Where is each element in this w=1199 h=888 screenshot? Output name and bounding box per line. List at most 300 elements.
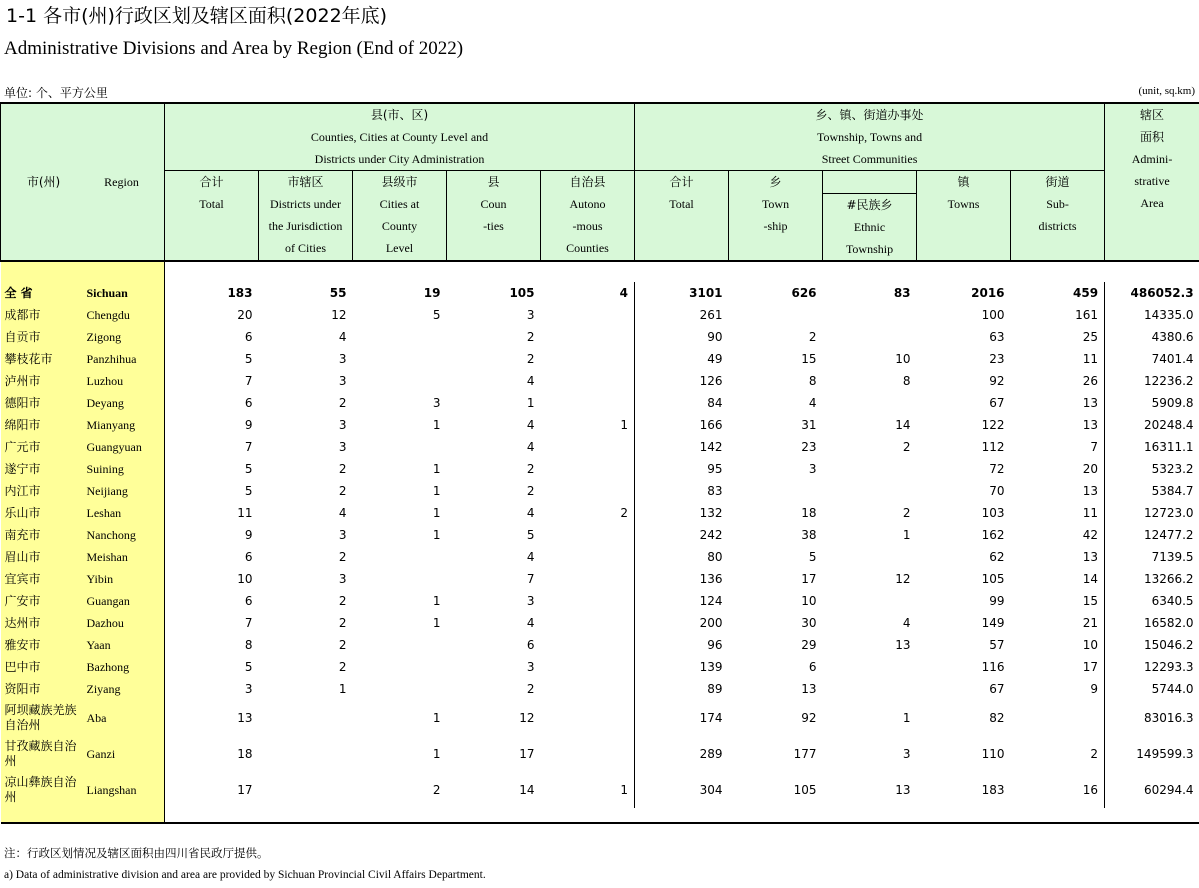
- table-cell: [541, 370, 635, 392]
- col-ethnic-township: [823, 171, 917, 262]
- table-cell: 11: [237, 506, 253, 520]
- table-cell: [541, 568, 635, 590]
- table-cell: 13: [895, 782, 911, 797]
- town-group-header: [635, 103, 1105, 171]
- region-header: [1, 103, 165, 261]
- county-group-cn: 县(市、区): [370, 108, 429, 122]
- table-cell: 1: [432, 484, 441, 498]
- table-cell: 10: [801, 594, 817, 608]
- table-cell: 4: [338, 506, 347, 520]
- col-cities-en1: Cities at: [379, 197, 420, 211]
- table-cell: 1: [432, 418, 441, 432]
- city-header: 市(州): [26, 175, 61, 189]
- table-cell: 9: [244, 418, 253, 432]
- table-cell: 12: [331, 308, 347, 322]
- region-name-en: Deyang: [83, 392, 165, 414]
- town-group-en1: Township, Towns and: [816, 130, 923, 144]
- table-cell: 1: [902, 710, 911, 725]
- region-name-en: Mianyang: [83, 414, 165, 436]
- table-cell: 3: [338, 528, 347, 542]
- col-cities-en3: Level: [385, 241, 414, 255]
- table-cell: [823, 590, 917, 612]
- col-districts-en2: the Jurisdiction: [268, 219, 343, 233]
- table-cell: [541, 458, 635, 480]
- table-cell: 21: [1011, 612, 1105, 634]
- town-group-cn: 乡、镇、街道办事处: [815, 108, 924, 122]
- col-sub-en2: districts: [1038, 219, 1077, 233]
- table-cell: 16311.1: [1143, 440, 1194, 454]
- table-cell: 9: [1011, 678, 1105, 700]
- table-cell: 99: [989, 594, 1005, 608]
- table-cell: 5909.8: [1151, 396, 1194, 410]
- table-cell: 17: [237, 782, 253, 797]
- table-cell: 1: [432, 710, 441, 725]
- region-name-en: Bazhong: [83, 656, 165, 678]
- table-cell: [541, 612, 635, 634]
- col-districts-en1: Districts under: [270, 197, 341, 211]
- table-cell: 17: [1011, 656, 1105, 678]
- table-cell: 60294.4: [1143, 782, 1194, 797]
- table-cell: [353, 656, 447, 678]
- page-title-en: Administrative Divisions and Area by Region (End of 2022): [4, 38, 464, 59]
- col-autonomous-en2: -mous: [572, 219, 603, 233]
- table-cell: [353, 634, 447, 656]
- table-cell: 82: [989, 710, 1005, 725]
- table-cell: [541, 392, 635, 414]
- table-cell: 174: [699, 710, 723, 725]
- table-cell: 15046.2: [1143, 638, 1194, 652]
- table-cell: 12236.2: [1143, 374, 1194, 388]
- table-cell: 200: [699, 616, 723, 630]
- table-cell: [823, 304, 917, 326]
- table-cell: 11: [1011, 348, 1105, 370]
- table-cell: 96: [707, 638, 723, 652]
- region-name-en: Guangyuan: [83, 436, 165, 458]
- table-cell: 2: [338, 660, 347, 674]
- table-cell: 4: [526, 374, 535, 388]
- table-cell: [541, 524, 635, 546]
- table-cell: 17: [801, 572, 817, 586]
- table-cell: 12293.3: [1143, 660, 1194, 674]
- table-cell: 2: [338, 396, 347, 410]
- table-cell: 13: [1011, 546, 1105, 568]
- table-cell: 2: [526, 682, 535, 696]
- table-cell: 17: [519, 746, 535, 761]
- table-cell: 5323.2: [1151, 462, 1194, 476]
- table-cell: 5744.0: [1151, 682, 1194, 696]
- region-name-en: Panzhihua: [83, 348, 165, 370]
- table-row: [1, 370, 1199, 392]
- table-cell: [823, 458, 917, 480]
- table-cell: 6: [526, 638, 535, 652]
- col-counties: [447, 171, 541, 262]
- table-cell: 3: [526, 308, 535, 322]
- col-autonomous-en3: Counties: [566, 241, 609, 255]
- col-cities-en2: County: [381, 219, 418, 233]
- region-name-en: Chengdu: [83, 304, 165, 326]
- table-row: [1, 546, 1199, 568]
- table-cell: 4: [541, 282, 635, 304]
- footnote-cn: 注：行政区划情况及辖区面积由四川省民政厅提供。: [4, 846, 269, 860]
- table-cell: [823, 678, 917, 700]
- table-cell: [541, 348, 635, 370]
- table-cell: 5: [808, 550, 817, 564]
- table-cell: 8: [808, 374, 817, 388]
- table-cell: [729, 480, 823, 502]
- table-cell: 3: [338, 352, 347, 366]
- region-name-en: Meishan: [83, 546, 165, 568]
- area-header-l4: strative: [1134, 174, 1170, 188]
- region-name-cn: 宜宾市: [1, 568, 83, 590]
- table-cell: 11: [1011, 502, 1105, 524]
- table-cell: 80: [707, 550, 723, 564]
- table-cell: 142: [699, 440, 723, 454]
- region-name-en: Sichuan: [83, 282, 165, 304]
- table-cell: 3: [808, 462, 817, 476]
- region-name-cn: 广元市: [1, 436, 83, 458]
- table-cell: 16582.0: [1143, 616, 1194, 630]
- table-cell: 105: [981, 572, 1005, 586]
- area-header-l2: 面积: [1140, 130, 1165, 144]
- table-cell: 105: [793, 782, 817, 797]
- table-cell: 9: [244, 528, 253, 542]
- table-cell: [353, 678, 447, 700]
- region-name-cn: 资阳市: [1, 678, 83, 700]
- table-cell: 13266.2: [1143, 572, 1194, 586]
- table-cell: [823, 546, 917, 568]
- table-cell: [541, 634, 635, 656]
- table-cell: 132: [699, 506, 723, 520]
- table-cell: 3: [338, 418, 347, 432]
- col-township-cn: 乡: [769, 175, 782, 189]
- table-cell: 1: [902, 528, 911, 542]
- table-cell: 183: [981, 782, 1005, 797]
- region-name-cn: 眉山市: [1, 546, 83, 568]
- table-cell: 103: [981, 506, 1005, 520]
- table-row: [1, 458, 1199, 480]
- table-bottom-row: [1, 808, 1199, 823]
- table-row: [1, 304, 1199, 326]
- table-cell: 126: [699, 374, 723, 388]
- table-cell: 90: [707, 330, 723, 344]
- table-cell: 1: [541, 772, 635, 808]
- table-cell: 3: [338, 440, 347, 454]
- col-township: [729, 171, 823, 262]
- table-row-total: [1, 282, 1199, 304]
- table-cell: 83: [707, 484, 723, 498]
- table-cell: 2: [338, 638, 347, 652]
- col-county-total-cn: 合计: [199, 175, 224, 189]
- page-title-cn: 1-1 各市(州)行政区划及辖区面积(2022年底): [6, 5, 388, 27]
- table-cell: 289: [699, 746, 723, 761]
- table-cell: 42: [1011, 524, 1105, 546]
- table-cell: 13: [1011, 480, 1105, 502]
- table-cell: 92: [801, 710, 817, 725]
- table-cell: 4: [526, 616, 535, 630]
- table-cell: [823, 392, 917, 414]
- table-row: [1, 326, 1199, 348]
- table-cell: 3101: [689, 286, 723, 300]
- table-cell: 2: [338, 462, 347, 476]
- table-cell: 7401.4: [1151, 352, 1194, 366]
- region-name-cn: 德阳市: [1, 392, 83, 414]
- region-name-cn: 巴中市: [1, 656, 83, 678]
- table-cell: [541, 326, 635, 348]
- table-cell: 83016.3: [1143, 710, 1194, 725]
- col-districts: [259, 171, 353, 262]
- table-cell: 83: [893, 286, 911, 300]
- area-header-l5: Area: [1140, 196, 1164, 210]
- table-cell: 20: [237, 308, 253, 322]
- region-name-cn: 甘孜藏族自治州: [1, 736, 83, 772]
- col-autonomous-en1: Autono: [569, 197, 606, 211]
- table-cell: 16: [1011, 772, 1105, 808]
- table-cell: 3: [902, 746, 911, 761]
- table-cell: 2: [541, 502, 635, 524]
- table-row: [1, 524, 1199, 546]
- table-row: [1, 348, 1199, 370]
- table-cell: 13: [237, 710, 253, 725]
- col-ethnic-cn: #民族乡: [846, 198, 893, 212]
- table-cell: 2016: [971, 286, 1005, 300]
- col-counties-en2: -ties: [483, 219, 504, 233]
- table-cell: 112: [981, 440, 1005, 454]
- table-cell: 161: [1011, 304, 1105, 326]
- region-name-en: Neijiang: [83, 480, 165, 502]
- table-cell: 6: [244, 330, 253, 344]
- table-cell: 23: [801, 440, 817, 454]
- table-cell: 459: [1011, 282, 1105, 304]
- table-cell: 149: [981, 616, 1005, 630]
- table-cell: 116: [981, 660, 1005, 674]
- table-cell: [541, 700, 635, 736]
- table-cell: 2: [526, 484, 535, 498]
- table-cell: [541, 304, 635, 326]
- table-cell: 3: [338, 374, 347, 388]
- region-name-en: Leshan: [83, 502, 165, 524]
- table-cell: 2: [526, 462, 535, 476]
- region-name-cn: 遂宁市: [1, 458, 83, 480]
- footnote-en: a) Data of administrative division and area are provided by Sichuan Provincial Civil Affairs Department.: [4, 869, 486, 881]
- table-cell: 139: [699, 660, 723, 674]
- region-name-en: Ganzi: [83, 736, 165, 772]
- region-name-cn: 全 省: [1, 282, 83, 304]
- table-cell: 3: [526, 660, 535, 674]
- region-name-cn: 成都市: [1, 304, 83, 326]
- region-name-en: Dazhou: [83, 612, 165, 634]
- table-cell: 5: [244, 462, 253, 476]
- table-cell: 2: [338, 550, 347, 564]
- area-header: [1105, 103, 1199, 261]
- table-cell: 89: [707, 682, 723, 696]
- region-name-en: Nanchong: [83, 524, 165, 546]
- table-cell: 1: [432, 594, 441, 608]
- table-cell: 38: [801, 528, 817, 542]
- table-cell: 92: [989, 374, 1005, 388]
- col-township-en2: -ship: [763, 219, 788, 233]
- table-cell: 1: [432, 462, 441, 476]
- table-cell: 4: [808, 396, 817, 410]
- col-districts-en3: of Cities: [285, 241, 326, 255]
- table-cell: 26: [1011, 370, 1105, 392]
- table-cell: 5: [432, 308, 441, 322]
- table-cell: 2: [902, 506, 911, 520]
- col-towns-cn: 镇: [957, 175, 970, 189]
- unit-label-cn: 单位: 个、平方公里: [4, 86, 108, 100]
- col-towns: [917, 171, 1011, 262]
- region-name-cn: 乐山市: [1, 502, 83, 524]
- table-cell: 7: [244, 440, 253, 454]
- table-cell: 15: [801, 352, 817, 366]
- table-cell: [541, 656, 635, 678]
- table-cell: 62: [989, 550, 1005, 564]
- table-row: [1, 634, 1199, 656]
- table-cell: 20248.4: [1143, 418, 1194, 432]
- table-cell: 10: [1011, 634, 1105, 656]
- table-cell: [541, 546, 635, 568]
- table-cell: 2: [432, 782, 441, 797]
- table-cell: 2: [902, 440, 911, 454]
- table-cell: 20: [1011, 458, 1105, 480]
- col-counties-en1: Coun: [480, 197, 507, 211]
- table-cell: 12723.0: [1143, 506, 1194, 520]
- table-cell: 95: [707, 462, 723, 476]
- col-town-total-en: Total: [669, 197, 694, 211]
- table-body: [1, 261, 1199, 823]
- table-cell: [729, 304, 823, 326]
- table-cell: 162: [981, 528, 1005, 542]
- table-cell: 242: [699, 528, 723, 542]
- unit-label-en: (unit, sq.km): [1138, 85, 1195, 97]
- table-cell: 25: [1011, 326, 1105, 348]
- region-name-en: Zigong: [83, 326, 165, 348]
- area-header-l1: 辖区: [1140, 108, 1165, 122]
- table-cell: 8: [244, 638, 253, 652]
- table-cell: 49: [707, 352, 723, 366]
- region-en-header: Region: [104, 175, 139, 189]
- table-cell: 14: [1011, 568, 1105, 590]
- table-cell: 13: [1011, 392, 1105, 414]
- col-township-en1: Town: [761, 197, 790, 211]
- table-row: [1, 392, 1199, 414]
- table-cell: 4: [526, 418, 535, 432]
- table-cell: [541, 678, 635, 700]
- table-cell: 19: [423, 286, 441, 300]
- col-counties-cn: 县: [487, 175, 500, 189]
- table-cell: 14335.0: [1143, 308, 1194, 322]
- col-county-total: [165, 171, 259, 262]
- col-ethnic-en1: Ethnic: [853, 220, 886, 234]
- table-cell: [353, 436, 447, 458]
- table-cell: 7: [1011, 436, 1105, 458]
- table-cell: 5384.7: [1151, 484, 1194, 498]
- table-cell: 166: [699, 418, 723, 432]
- col-towns-en: Towns: [947, 197, 980, 211]
- region-name-en: Ziyang: [83, 678, 165, 700]
- table-cell: 1: [541, 414, 635, 436]
- table-cell: 7: [244, 374, 253, 388]
- region-name-cn: 攀枝花市: [1, 348, 83, 370]
- table-cell: 5: [244, 484, 253, 498]
- table-cell: 4: [338, 330, 347, 344]
- table-cell: 15: [1011, 590, 1105, 612]
- table-cell: [823, 656, 917, 678]
- table-cell: 7: [526, 572, 535, 586]
- region-name-cn: 自贡市: [1, 326, 83, 348]
- table-row: [1, 502, 1199, 524]
- table-cell: 57: [989, 638, 1005, 652]
- region-name-cn: 阿坝藏族羌族自治州: [1, 700, 83, 736]
- col-town-total-cn: 合计: [669, 175, 694, 189]
- col-subdistricts: [1011, 171, 1105, 262]
- region-name-en: Yibin: [83, 568, 165, 590]
- table-cell: 1: [432, 616, 441, 630]
- table-cell: 626: [791, 286, 817, 300]
- region-name-en: Yaan: [83, 634, 165, 656]
- table-cell: 6: [244, 550, 253, 564]
- table-cell: 6: [244, 594, 253, 608]
- table-cell: 10: [237, 572, 253, 586]
- col-sub-cn: 街道: [1045, 175, 1070, 189]
- table-row: [1, 656, 1199, 678]
- table-cell: 72: [989, 462, 1005, 476]
- county-group-header: [165, 103, 635, 171]
- table-cell: [259, 700, 353, 736]
- statistics-table: [0, 102, 1199, 824]
- table-cell: 5: [526, 528, 535, 542]
- table-cell: 4: [526, 440, 535, 454]
- table-row: [1, 568, 1199, 590]
- table-cell: 1: [338, 682, 347, 696]
- table-cell: 1: [526, 396, 535, 410]
- table-cell: [353, 568, 447, 590]
- table-cell: [541, 480, 635, 502]
- region-name-cn: 雅安市: [1, 634, 83, 656]
- col-cities: [353, 171, 447, 262]
- table-cell: 6340.5: [1151, 594, 1194, 608]
- table-cell: 124: [699, 594, 723, 608]
- table-cell: 136: [699, 572, 723, 586]
- table-cell: 30: [801, 616, 817, 630]
- table-row: [1, 612, 1199, 634]
- table-cell: [353, 370, 447, 392]
- table-cell: 8: [902, 374, 911, 388]
- table-row: [1, 700, 1199, 736]
- col-county-total-en: Total: [199, 197, 224, 211]
- table-cell: [259, 736, 353, 772]
- region-name-cn: 内江市: [1, 480, 83, 502]
- table-cell: 183: [227, 286, 253, 300]
- table-cell: 2: [338, 594, 347, 608]
- table-row: [1, 736, 1199, 772]
- table-cell: 149599.3: [1136, 746, 1194, 761]
- table-cell: 2: [808, 330, 817, 344]
- table-cell: 63: [989, 330, 1005, 344]
- table-cell: 3: [526, 594, 535, 608]
- table-cell: 3: [244, 682, 253, 696]
- table-cell: [541, 736, 635, 772]
- table-cell: 1: [432, 746, 441, 761]
- region-name-en: Aba: [83, 700, 165, 736]
- table-cell: 12: [895, 572, 911, 586]
- table-row: [1, 480, 1199, 502]
- table-cell: 4: [526, 506, 535, 520]
- table-cell: 18: [801, 506, 817, 520]
- table-cell: 29: [801, 638, 817, 652]
- table-cell: [823, 326, 917, 348]
- table-cell: 67: [989, 682, 1005, 696]
- table-cell: 6: [244, 396, 253, 410]
